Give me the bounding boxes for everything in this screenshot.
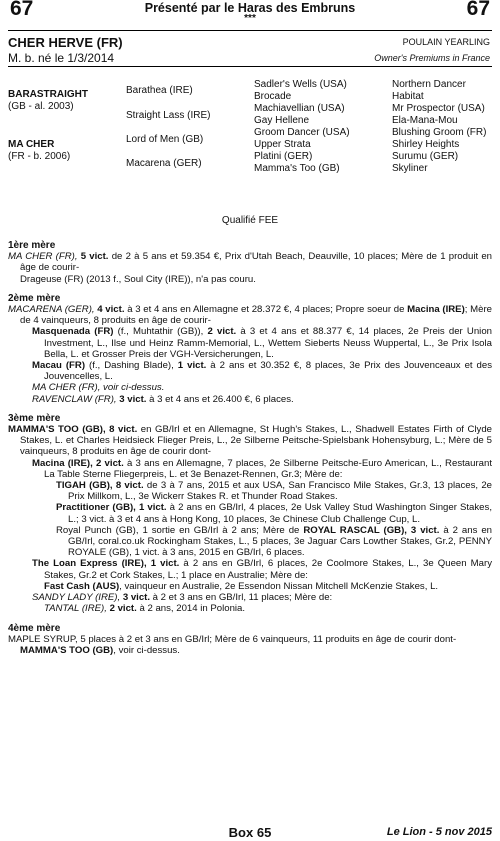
- dam-info: (FR - b. 2006): [8, 151, 71, 162]
- g3-3: Machiavellian (USA): [254, 103, 345, 114]
- g4-5: Blushing Groom (FR): [392, 127, 487, 138]
- lot-number-left: 67: [10, 0, 34, 20]
- dam-produce: Drageuse (FR) (2013 f., Soul City (IRE)), n'a pas couru.: [20, 273, 256, 285]
- g3-1: Sadler's Wells (USA): [254, 79, 347, 90]
- header-rule: [8, 30, 492, 31]
- produce-ravenclaw: RAVENCLAW (FR), 3 vict. à 3 et 4 ans et 26.400 €, 6 places.: [32, 393, 294, 405]
- produce-royal-punch: Royal Punch (GB), 1 sortie en GB/Irl à 2 ans; Mère de ROYAL RASCAL (GB), 3 vict. à 2 ans en GB/Irl, coral.co.uk Rockingham Stakes, L., 5 places, 3e Jaguar Cars Lowther Stakes, Gr.2, PENNY ROYALE (GB), 1 vict. à 3 ans, 2015 en GB/Irl, 6 places.: [56, 524, 492, 559]
- dam-entry: MA CHER (FR), 5 vict. de 2 à 5 ans et 59.354 €, Prix d'Utah Beach, Deauville, 10 places; Mère de 1 produit en âge de courir-: [8, 251, 493, 274]
- g4-7: Surumu (GER): [392, 151, 459, 162]
- produce-sandy-lady: SANDY LADY (IRE), 3 vict. à 2 et 3 ans en GB/Irl, 11 places; Mère de:: [32, 592, 333, 604]
- horse-name: CHER HERVE (FR): [8, 35, 123, 50]
- section-1-title: 1ère mère: [8, 240, 56, 251]
- name-rule: [8, 66, 492, 67]
- g3-6: Upper Strata: [254, 139, 311, 150]
- produce-mammas-too: MAMMA'S TOO (GB), voir ci-dessus.: [20, 644, 180, 656]
- produce-loan-express: The Loan Express (IRE), 1 vict. à 2 ans en GB/Irl, 6 places, 2e Coolmore Stakes, L., 3e Queen Mary Stakes, Gr.2 et Cork Stakes, L.; 1 place en Australie; Mère de:: [32, 558, 492, 581]
- g4-4: Ela-Mana-Mou: [392, 115, 458, 126]
- dam-name: MA CHER: [8, 139, 55, 150]
- section-2-title: 2ème mère: [8, 292, 61, 304]
- second-dam-entry: MACARENA (GER), 4 vict. à 3 et 4 ans en Allemagne et 28.372 €, 4 places; Propre soeur de Macina (IRE); Mère de 4 vainqueurs, 8 produits en âge de courir-: [8, 304, 492, 327]
- birth-row: [8, 51, 492, 65]
- sale-info: Le Lion - 5 nov 2015: [386, 826, 492, 838]
- category: POULAIN YEARLING: [402, 37, 490, 47]
- g3-4: Gay Hellene: [254, 115, 310, 126]
- fourth-dam-entry: MAPLE SYRUP, 5 places à 2 et 3 ans en GB/Irl; Mère de 6 vainqueurs, 11 produits en âge de courir dont-: [8, 633, 457, 645]
- box-number: Box 65: [228, 825, 272, 840]
- program: Owner's Premiums in France: [374, 53, 490, 63]
- produce-fast-cash: Fast Cash (AUS), vainqueur en Australie, 2e Essendon Nissan Mitchell McKenzie Stakes, L.: [44, 580, 439, 592]
- section-3-title: 3ème mère: [8, 412, 61, 424]
- produce-masquenada: Masquenada (FR) (f., Muhtathir (GB)), 2 vict. à 3 et 4 ans et 88.377 €, 14 places, 2e Preis der Union Investment, L., Ilse und Heinz Ramm-Memorial, L., Wettem Sieberts Neuss Wuppertal, L., 3e Prix Isola Bella, L. et Grosser Preis der VGH-Versicherungen, L.: [32, 326, 492, 360]
- birth-info: M. b. né le 1/3/2014: [8, 51, 115, 65]
- g3-2: Brocade: [254, 91, 292, 102]
- g3-5: Groom Dancer (USA): [254, 127, 350, 138]
- g4-8: Skyliner: [392, 163, 428, 174]
- sire-name: BARASTRAIGHT: [8, 89, 88, 100]
- g4-1: Northern Dancer: [392, 79, 466, 90]
- third-dam-entry: MAMMA'S TOO (GB), 8 vict. en GB/Irl et en Allemagne, St Hugh's Stakes, L., Shadwell Estates Firth of Clyde Stakes, L. et Charles Heidsieck Flieger Preis, L., 2e Silberne Peitsche-Spielsbank Hohensyburg, L.; Mère de 5 vainqueurs, 8 produits en âge de courir dont-: [8, 424, 493, 458]
- g4-2: Habitat: [392, 91, 424, 102]
- sire-info: (GB - al. 2003): [8, 101, 74, 112]
- page-footer: [8, 825, 492, 841]
- produce-tigah: TIGAH (GB), 8 vict. de 3 à 7 ans, 2015 et aux USA, San Francisco Mile Stakes, Gr.3, 13 places, 2e Prix Millkom, L., 3e Wickerr Stakes R. et Thunder Road Stakes.: [56, 480, 492, 503]
- g4-3: Mr Prospector (USA): [392, 103, 485, 114]
- g2-2: Straight Lass (IRE): [126, 110, 211, 121]
- g2-1: Barathea (IRE): [126, 85, 193, 96]
- produce-ma-cher: MA CHER (FR), voir ci-dessus.: [32, 382, 165, 394]
- qualification: Qualifié FEE: [221, 215, 279, 226]
- produce-macina: Macina (IRE), 2 vict. à 3 ans en Allemagne, 7 places, 2e Silberne Peitsche-Euro American, L., Restaurant La Table Sterne Fliegerpreis, L. et 3e Benazet-Rennen, Gr.3; Mère de:: [32, 457, 492, 480]
- g2-4: Macarena (GER): [126, 158, 202, 169]
- horse-name-row: [8, 35, 492, 51]
- produce-tantal: TANTAL (IRE), 2 vict. à 2 ans, 2014 in Polonia.: [44, 603, 246, 615]
- family-text: [8, 240, 492, 656]
- g3-7: Platini (GER): [254, 151, 313, 162]
- produce-practitioner: Practitioner (GB), 1 vict. à 2 ans en GB/Irl, 4 places, 2e Usk Valley Stud Washington Singer Stakes, L.; 3 vict. à 3 et 4 ans à Hong Kong, 10 places, 3e Chinese Club Challenge Cup, L.: [56, 502, 492, 525]
- g2-3: Lord of Men (GB): [126, 134, 204, 145]
- g3-8: Mamma's Too (GB): [254, 163, 340, 174]
- stars: ***: [244, 13, 256, 24]
- page-header: [8, 0, 492, 24]
- g4-6: Shirley Heights: [392, 139, 460, 150]
- produce-macau: Macau (FR) (f., Dashing Blade), 1 vict. à 2 ans et 30.352 €, 8 places, 3e Prix des Jouvenceaux et des Jouvencelles, L.: [32, 360, 493, 383]
- lot-number-right: 67: [466, 0, 490, 20]
- presenter: Présenté par le Haras des Embruns: [144, 1, 356, 15]
- section-4-title: 4ème mère: [8, 622, 61, 634]
